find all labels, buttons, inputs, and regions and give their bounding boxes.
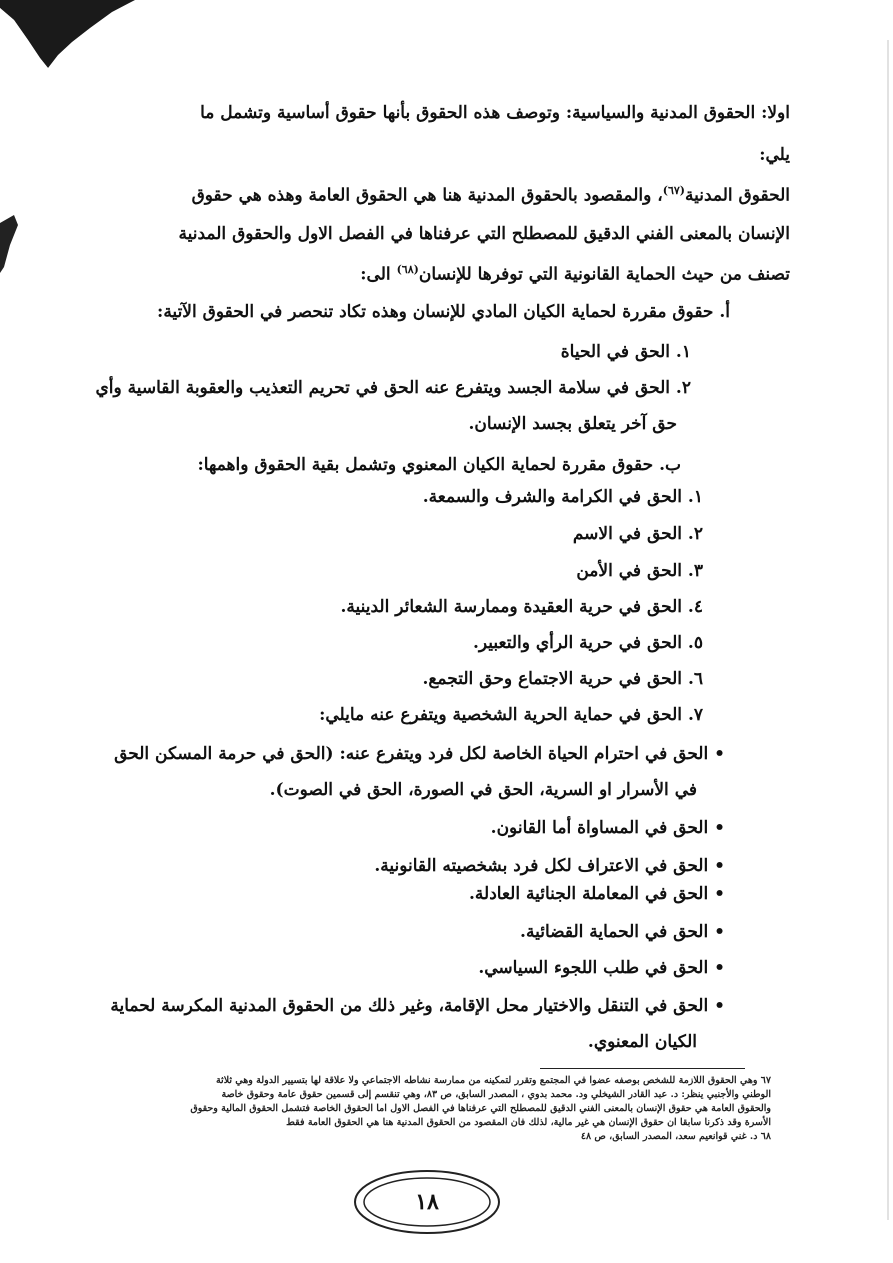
section-a-item-1: ١. الحق في الحياة — [560, 342, 691, 362]
bullet-movement: • الحق في التنقل والاختيار محل الإقامة، وغير ذلك من الحقوق المدنية المكرسة لحماية — [110, 996, 725, 1016]
section-a-item-2: ٢. الحق في سلامة الجسد ويتفرع عنه الحق في تحريم التعذيب والعقوبة القاسية وأي — [95, 378, 691, 398]
bullet-political-asylum: • الحق في طلب اللجوء السياسي. — [478, 958, 725, 978]
page-number-frame — [352, 1167, 502, 1237]
section-b-item-1: ١. الحق في الكرامة والشرف والسمعة. — [422, 487, 703, 507]
section-a-title: أ. حقوق مقررة لحماية الكيان المادي للإنسان وهذه تكاد تنحصر في الحقوق الآتية: — [157, 302, 730, 322]
section-b-item-5: ٥. الحق في حرية الرأي والتعبير. — [472, 633, 703, 653]
section-b-item-7: ٧. الحق في حماية الحرية الشخصية ويتفرع عنه مايلي: — [319, 705, 703, 725]
intro-line-5 — [0, 263, 893, 285]
footnote-separator — [540, 1068, 745, 1069]
intro-line-5-a: تصنف من حيث الحماية القانونية التي توفرها للإنسان — [418, 264, 790, 285]
intro-line-3-b: ، والمقصود بالحقوق المدنية هنا هي الحقوق العامة وهذه هي حقوق — [191, 185, 663, 206]
bullet-movement-cont: الكيان المعنوي. — [587, 1032, 697, 1052]
bullet-equality: • الحق في المساواة أما القانون. — [490, 818, 725, 838]
heading-rest: وتوصف هذه الحقوق بأنها حقوق أساسية وتشمل ما — [200, 103, 566, 123]
bullet-private-life-cont: في الأسرار او السرية، الحق في الصورة، الحق في الصوت). — [269, 780, 697, 800]
section-b-item-3: ٣. الحق في الأمن — [576, 561, 703, 581]
page-number: ١٨ — [415, 1189, 439, 1215]
bullet-judicial-protection: • الحق في الحماية القضائية. — [520, 922, 725, 942]
section-a-item-2-cont: حق آخر يتعلق بجسد الإنسان. — [468, 414, 677, 434]
intro-line-5-b: الى: — [360, 264, 397, 285]
bullet-legal-personality: • الحق في الاعتراف لكل فرد بشخصيته القانونية. — [374, 856, 725, 876]
intro-line-2: يلي: — [759, 145, 790, 165]
section-b-title: ب. حقوق مقررة لحماية الكيان المعنوي وتشمل بقية الحقوق واهمها: — [197, 455, 681, 475]
bullet-private-life: • الحق في احترام الحياة الخاصة لكل فرد ويتفرع عنه: (الحق في حرمة المسكن الحق — [114, 744, 725, 764]
footnote-67-line-2: الوطني والأجنبي ينظر: د. عبد القادر الشيخلي ود. محمد بدوي ، المصدر السابق، ص ٨٣، وهي تنقسم إلى قسمين حقوق عامة وحقوق خاصة — [221, 1089, 771, 1100]
scan-corner-shadow — [0, 0, 140, 70]
footnote-67-line-4: الأسرة وقد ذكرنا سابقا ان حقوق الإنسان هي غير مالية، لذلك فان المقصود من الحقوق المدنية هنا هي الحقوق العامة فقط — [286, 1117, 771, 1128]
section-b-item-2: ٢. الحق في الاسم — [572, 524, 703, 544]
heading-line — [0, 103, 893, 123]
footnote-68: ٦٨ د. غني قوانعيم سعد، المصدر السابق، ص ٤٨ — [580, 1131, 771, 1142]
footnote-67-line-1: ٦٧ وهي الحقوق اللازمة للشخص بوصفه عضوا في المجتمع وتقرر لتمكينه من ممارسة نشاطه الاجتماعي ولا علاقة لها بتسيير الدولة وهي ثلاثة — [215, 1075, 771, 1086]
intro-line-3-a: الحقوق المدنية — [685, 185, 790, 206]
intro-line-4: الإنسان بالمعنى الفني الدقيق للمصطلح التي عرفناها في الفصل الاول والحقوق المدنية — [178, 224, 790, 244]
section-b-item-4: ٤. الحق في حرية العقيدة وممارسة الشعائر الدينية. — [340, 597, 703, 617]
footnote-ref-68: (٦٨) — [396, 263, 419, 276]
intro-line-3 — [0, 184, 893, 206]
heading-lead: اولا: الحقوق المدنية والسياسية: — [565, 103, 790, 123]
footnote-67-line-3: والحقوق العامة هي حقوق الإنسان بالمعنى الفني الدقيق للمصطلح التي عرفناها في الفصل الاول اما الحقوق الخاصة فتشمل الحقوق المالية وحقوق — [190, 1103, 771, 1114]
bullet-fair-treatment: • الحق في المعاملة الجنائية العادلة. — [469, 884, 725, 904]
section-b-item-6: ٦. الحق في حرية الاجتماع وحق التجمع. — [422, 669, 703, 689]
footnote-ref-67: (٦٧) — [662, 184, 685, 197]
